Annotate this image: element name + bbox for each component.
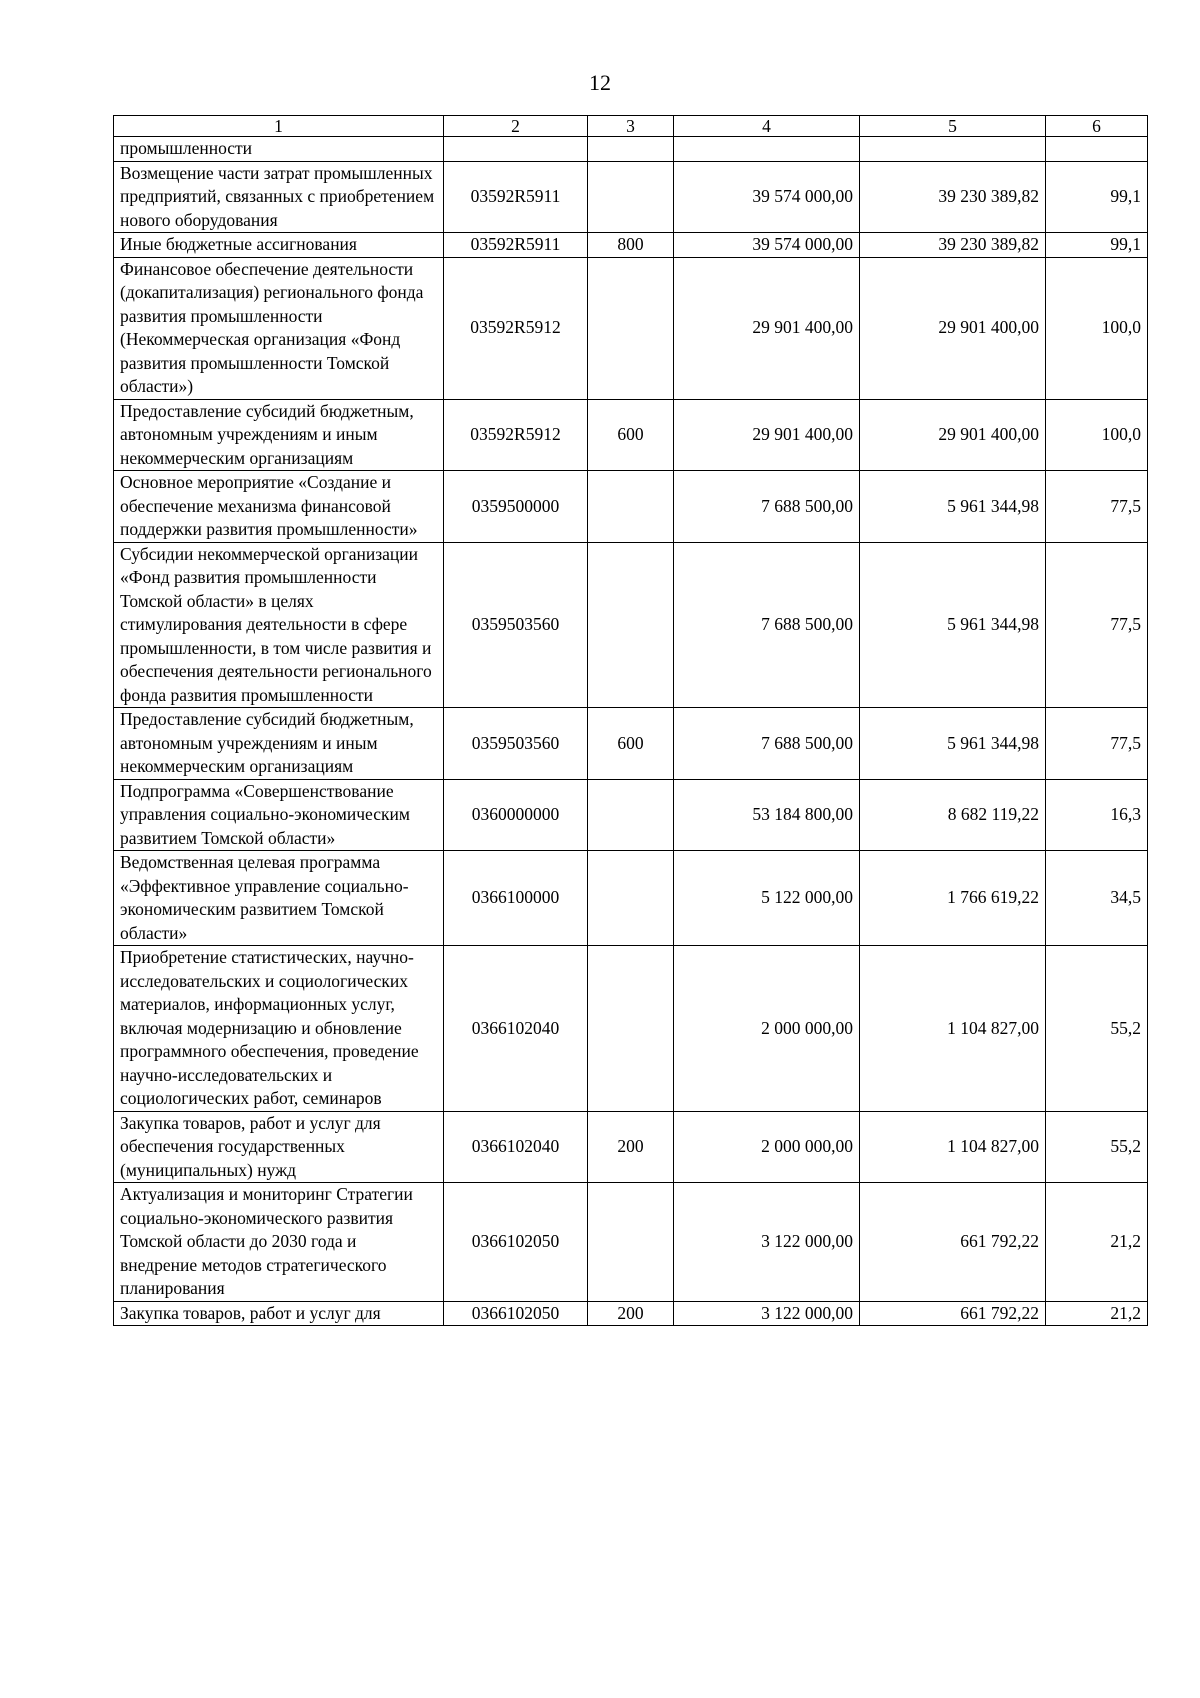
planned-amount: 2 000 000,00 — [674, 946, 860, 1112]
target-article-code: 0359503560 — [444, 708, 588, 780]
execution-percent: 77,5 — [1046, 542, 1148, 708]
table-row — [114, 708, 1148, 780]
table-row — [114, 946, 1148, 1112]
actual-amount: 1 104 827,00 — [860, 1111, 1046, 1183]
expense-type-code — [588, 851, 674, 946]
planned-amount — [674, 137, 860, 162]
target-article-code: 0359500000 — [444, 471, 588, 543]
expense-type-code — [588, 1183, 674, 1302]
expense-type-code — [588, 542, 674, 708]
budget-item-name: Подпрограмма «Совершенствование управления социально-экономическим развитием Томской области» — [114, 779, 444, 851]
expense-type-code — [588, 257, 674, 399]
planned-amount: 7 688 500,00 — [674, 471, 860, 543]
table-row — [114, 1111, 1148, 1183]
actual-amount: 8 682 119,22 — [860, 779, 1046, 851]
column-header: 6 — [1046, 116, 1148, 137]
execution-percent: 55,2 — [1046, 1111, 1148, 1183]
target-article-code: 0360000000 — [444, 779, 588, 851]
budget-execution-table — [113, 115, 1148, 1326]
header-row — [114, 116, 1148, 137]
target-article-code: 0359503560 — [444, 542, 588, 708]
actual-amount: 5 961 344,98 — [860, 542, 1046, 708]
actual-amount: 661 792,22 — [860, 1301, 1046, 1326]
target-article-code: 0366102050 — [444, 1301, 588, 1326]
target-article-code: 03592R5911 — [444, 161, 588, 233]
planned-amount: 7 688 500,00 — [674, 542, 860, 708]
expense-type-code: 200 — [588, 1111, 674, 1183]
target-article-code: 03592R5911 — [444, 233, 588, 258]
execution-percent: 99,1 — [1046, 233, 1148, 258]
page-number: 12 — [589, 70, 611, 95]
execution-percent — [1046, 137, 1148, 162]
budget-item-name: Основное мероприятие «Создание и обеспечение механизма финансовой поддержки развития промышленности» — [114, 471, 444, 543]
expense-type-code: 600 — [588, 399, 674, 471]
execution-percent: 21,2 — [1046, 1183, 1148, 1302]
column-header: 2 — [444, 116, 588, 137]
table-body — [114, 137, 1148, 1326]
planned-amount: 5 122 000,00 — [674, 851, 860, 946]
planned-amount: 2 000 000,00 — [674, 1111, 860, 1183]
execution-percent: 99,1 — [1046, 161, 1148, 233]
budget-item-name: Закупка товаров, работ и услуг для — [114, 1301, 444, 1326]
target-article-code: 0366102040 — [444, 946, 588, 1112]
expense-type-code — [588, 137, 674, 162]
expense-type-code — [588, 779, 674, 851]
target-article-code: 03592R5912 — [444, 257, 588, 399]
table-row — [114, 471, 1148, 543]
expense-type-code: 600 — [588, 708, 674, 780]
budget-item-name: Предоставление субсидий бюджетным, автономным учреждениям и иным некоммерческим организациям — [114, 399, 444, 471]
table-row — [114, 399, 1148, 471]
expense-type-code — [588, 471, 674, 543]
table-row — [114, 542, 1148, 708]
actual-amount: 5 961 344,98 — [860, 471, 1046, 543]
planned-amount: 7 688 500,00 — [674, 708, 860, 780]
actual-amount — [860, 137, 1046, 162]
table-row — [114, 257, 1148, 399]
execution-percent: 34,5 — [1046, 851, 1148, 946]
execution-percent: 100,0 — [1046, 257, 1148, 399]
budget-item-name: Финансовое обеспечение деятельности (докапитализация) регионального фонда развития промышленности (Некоммерческая организация «Фонд развития промышленности Томской области») — [114, 257, 444, 399]
budget-item-name: Возмещение части затрат промышленных предприятий, связанных с приобретением нового оборудования — [114, 161, 444, 233]
column-header: 4 — [674, 116, 860, 137]
execution-percent: 100,0 — [1046, 399, 1148, 471]
actual-amount: 39 230 389,82 — [860, 233, 1046, 258]
budget-item-name: промышленности — [114, 137, 444, 162]
expense-type-code: 200 — [588, 1301, 674, 1326]
planned-amount: 3 122 000,00 — [674, 1183, 860, 1302]
execution-percent: 16,3 — [1046, 779, 1148, 851]
planned-amount: 3 122 000,00 — [674, 1301, 860, 1326]
execution-percent: 77,5 — [1046, 471, 1148, 543]
expense-type-code — [588, 946, 674, 1112]
column-header: 5 — [860, 116, 1046, 137]
target-article-code: 0366102050 — [444, 1183, 588, 1302]
table-row — [114, 1183, 1148, 1302]
budget-item-name: Актуализация и мониторинг Стратегии социально-экономического развития Томской области до 2030 года и внедрение методов стратегического планирования — [114, 1183, 444, 1302]
actual-amount: 1 766 619,22 — [860, 851, 1046, 946]
planned-amount: 29 901 400,00 — [674, 257, 860, 399]
expense-type-code — [588, 161, 674, 233]
execution-percent: 77,5 — [1046, 708, 1148, 780]
actual-amount: 1 104 827,00 — [860, 946, 1046, 1112]
budget-item-name: Приобретение статистических, научно-исследовательских и социологических материалов, информационных услуг, включая модернизацию и обновление программного обеспечения, проведение научно-исследовательских и социологических работ, семинаров — [114, 946, 444, 1112]
budget-item-name: Предоставление субсидий бюджетным, автономным учреждениям и иным некоммерческим организациям — [114, 708, 444, 780]
target-article-code: 0366102040 — [444, 1111, 588, 1183]
actual-amount: 29 901 400,00 — [860, 257, 1046, 399]
budget-item-name: Ведомственная целевая программа «Эффективное управление социально-экономическим развитием Томской области» — [114, 851, 444, 946]
planned-amount: 39 574 000,00 — [674, 233, 860, 258]
actual-amount: 5 961 344,98 — [860, 708, 1046, 780]
actual-amount: 39 230 389,82 — [860, 161, 1046, 233]
table-row — [114, 233, 1148, 258]
column-header: 3 — [588, 116, 674, 137]
planned-amount: 29 901 400,00 — [674, 399, 860, 471]
target-article-code — [444, 137, 588, 162]
table-row — [114, 851, 1148, 946]
execution-percent: 21,2 — [1046, 1301, 1148, 1326]
table-row — [114, 1301, 1148, 1326]
budget-item-name: Иные бюджетные ассигнования — [114, 233, 444, 258]
budget-item-name: Закупка товаров, работ и услуг для обеспечения государственных (муниципальных) нужд — [114, 1111, 444, 1183]
table-row — [114, 161, 1148, 233]
planned-amount: 53 184 800,00 — [674, 779, 860, 851]
target-article-code: 03592R5912 — [444, 399, 588, 471]
budget-item-name: Субсидии некоммерческой организации «Фонд развития промышленности Томской области» в целях стимулирования деятельности в сфере промышленности, в том числе развития и обеспечения деятельности регионального фонда развития промышленности — [114, 542, 444, 708]
expense-type-code: 800 — [588, 233, 674, 258]
actual-amount: 29 901 400,00 — [860, 399, 1046, 471]
planned-amount: 39 574 000,00 — [674, 161, 860, 233]
table-row — [114, 137, 1148, 162]
actual-amount: 661 792,22 — [860, 1183, 1046, 1302]
execution-percent: 55,2 — [1046, 946, 1148, 1112]
column-header: 1 — [114, 116, 444, 137]
table-row — [114, 779, 1148, 851]
target-article-code: 0366100000 — [444, 851, 588, 946]
